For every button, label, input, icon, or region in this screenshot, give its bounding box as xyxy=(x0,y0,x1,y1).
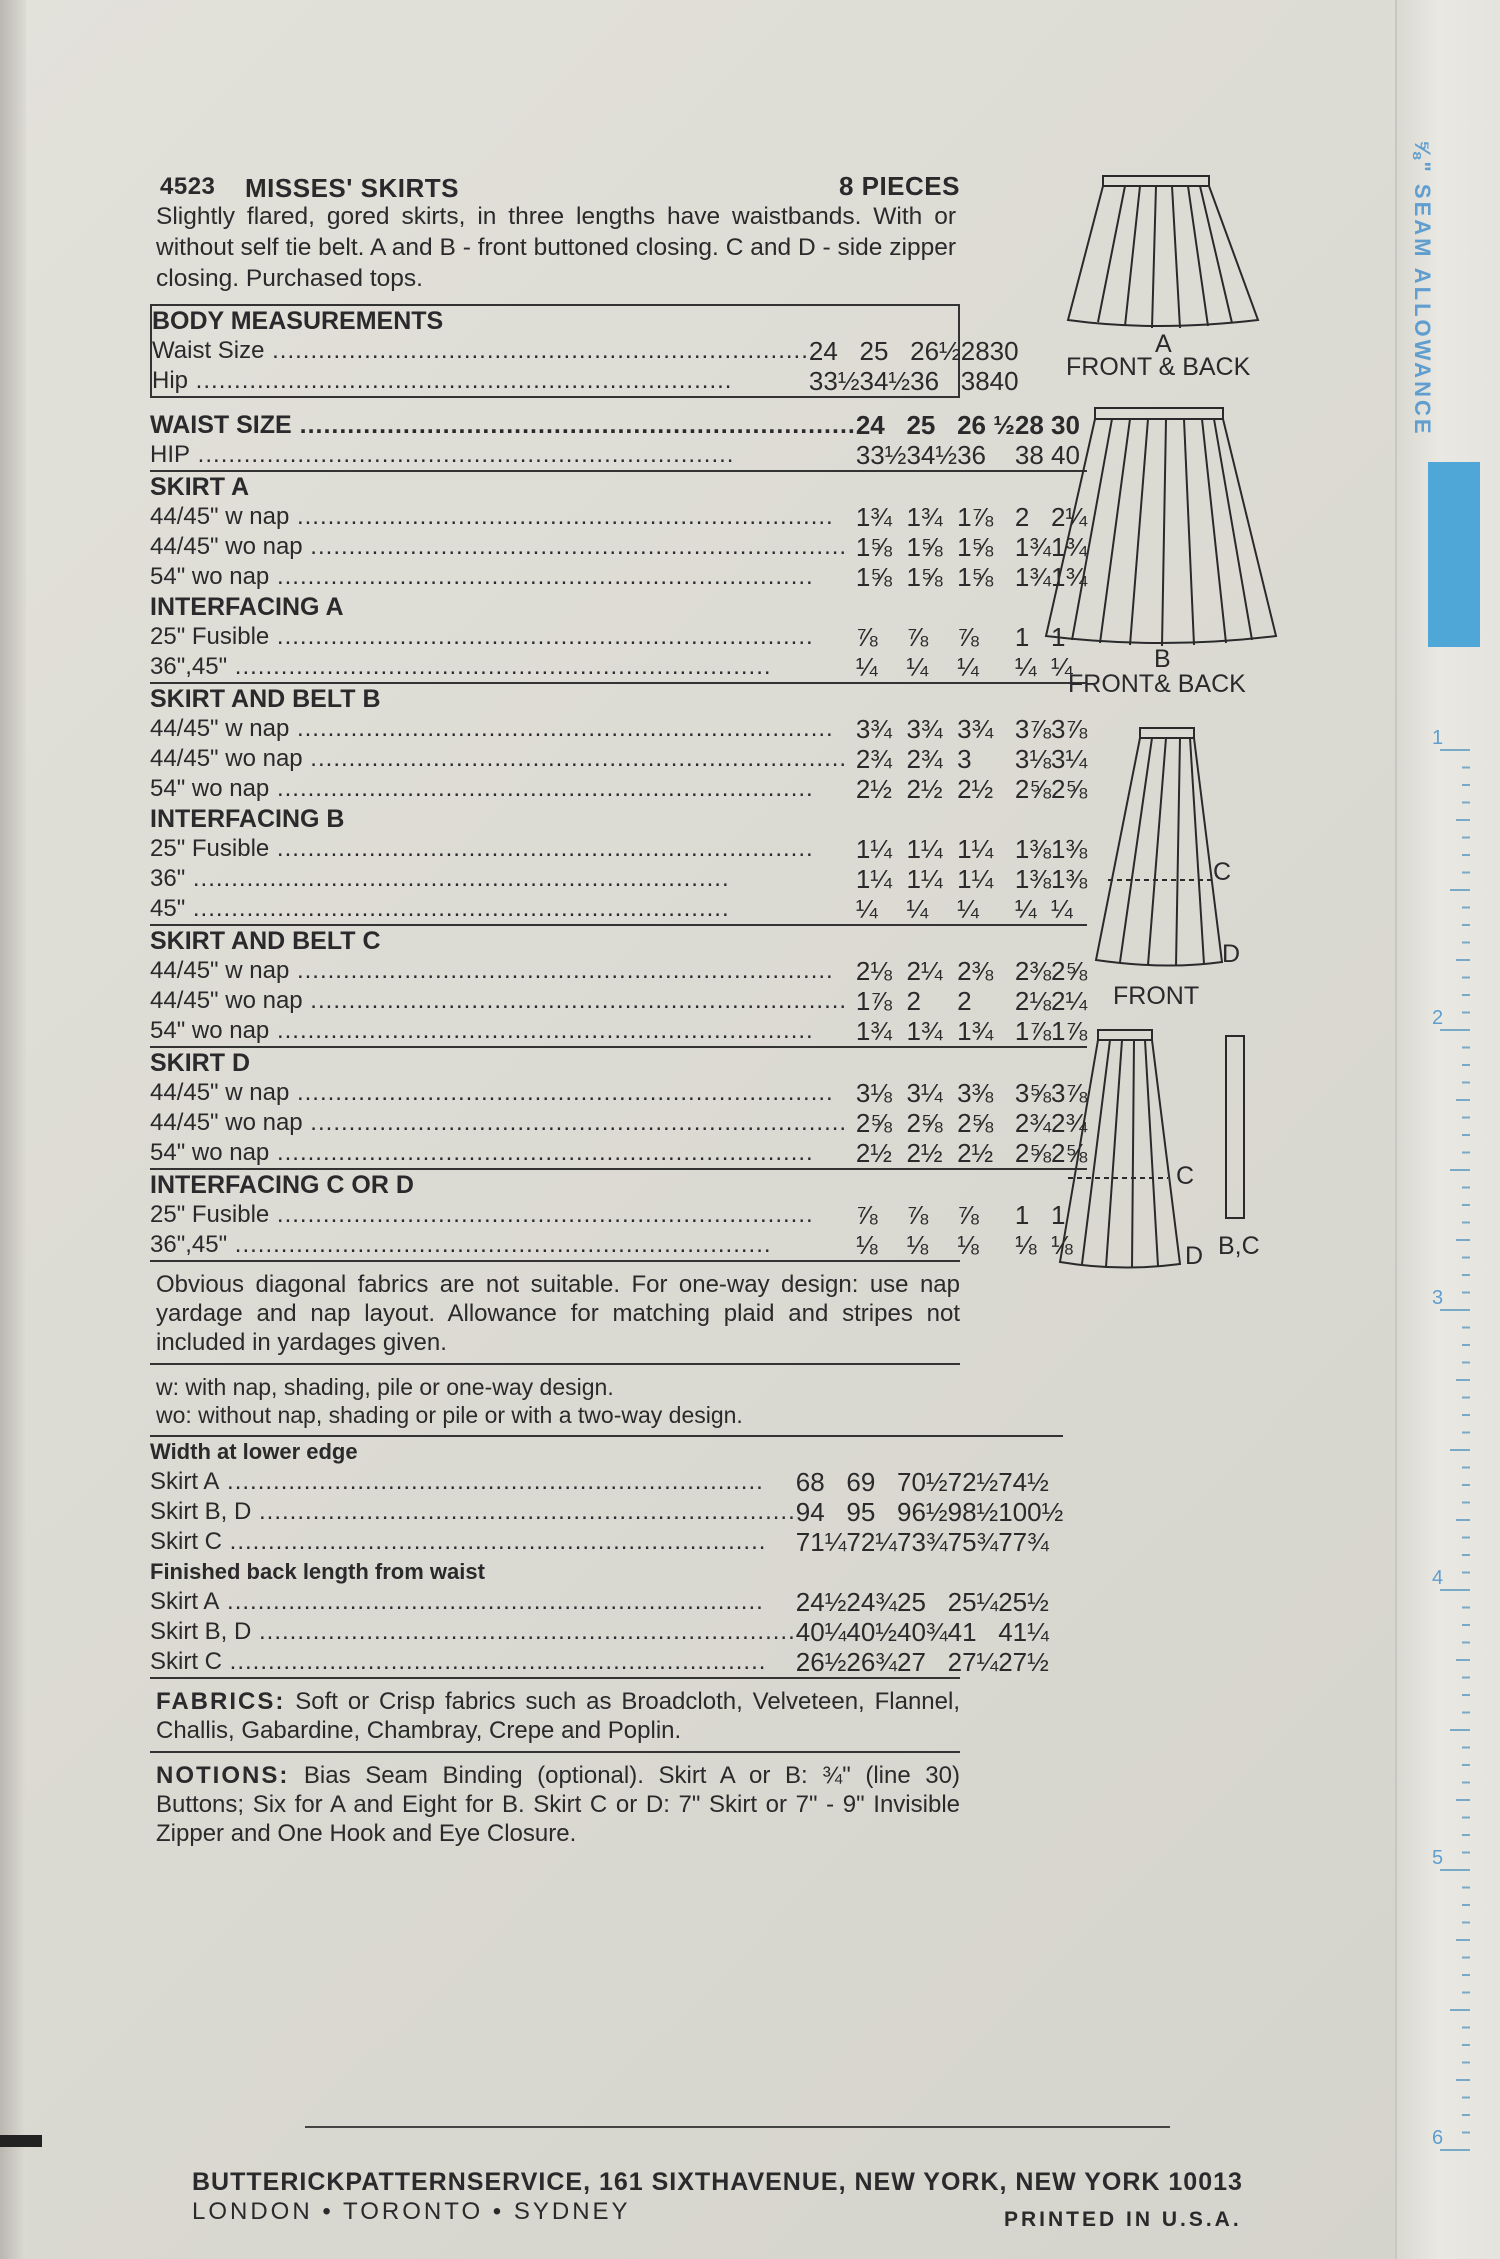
pattern-pieces: 8 PIECES xyxy=(838,171,960,201)
belt-drawing xyxy=(1226,1036,1244,1218)
footer-rule xyxy=(305,2126,1170,2128)
body-measurements-heading: BODY MEASUREMENTS xyxy=(152,307,444,335)
row-label-text: 44/45" w nap xyxy=(150,1079,290,1106)
size-value: 1 xyxy=(1014,622,1030,652)
row-label-text: 44/45" wo nap xyxy=(150,533,303,560)
size-value: 1⅝ xyxy=(855,562,892,592)
size-value: ¼ xyxy=(957,894,979,924)
size-value: ¼ xyxy=(906,652,929,682)
size-value: 2¼ xyxy=(1051,502,1088,532)
ruler-number: 6 xyxy=(1432,2127,1444,2149)
size-value: 2¾ xyxy=(906,744,943,774)
size-value: 27¼ xyxy=(947,1647,999,1677)
size-value: 24 xyxy=(855,410,885,440)
row-label-text: SKIRT AND BELT C xyxy=(150,927,381,955)
size-value: 2¾ xyxy=(855,744,892,774)
size-value: 70½ xyxy=(897,1467,948,1497)
size-value: 3¾ xyxy=(906,714,943,744)
ruler-number: 1 xyxy=(1432,727,1444,749)
publisher-cities: LONDON • TORONTO • SYDNEY xyxy=(192,2198,631,2225)
size-value: 3 xyxy=(957,744,972,774)
size-value: 28 xyxy=(1014,410,1044,440)
row-label-text: 25" Fusible xyxy=(150,1201,270,1228)
row-label-text: Skirt B, D xyxy=(150,1618,252,1645)
size-value: 1¼ xyxy=(855,864,892,894)
nap-key-wo: wo: without nap, shading or pile or with a two-way design. xyxy=(156,1402,743,1428)
row-label-text: 25" Fusible xyxy=(150,835,270,862)
figure-b-caption: FRONT& BACK xyxy=(1068,670,1246,698)
size-value: 1¼ xyxy=(855,834,892,864)
size-value: 33½ xyxy=(855,440,907,470)
size-value: 1 xyxy=(1014,1200,1030,1230)
size-value: 40¼ xyxy=(795,1617,847,1647)
size-value: 2⅛ xyxy=(855,956,892,986)
size-value: ¼ xyxy=(855,652,878,682)
size-value: 2½ xyxy=(906,774,943,804)
size-value: 2⅝ xyxy=(1051,774,1088,804)
size-value: 100½ xyxy=(998,1497,1064,1527)
size-value: 24¾ xyxy=(846,1587,897,1617)
size-value: 1¼ xyxy=(957,864,994,894)
size-value: 26½ xyxy=(910,336,961,366)
row-label-text: Hip xyxy=(152,367,189,394)
size-value: 75¾ xyxy=(947,1527,999,1557)
row-label-text: Skirt A xyxy=(150,1588,220,1615)
row-label-text: 36",45" xyxy=(150,653,228,680)
size-value: 41 xyxy=(947,1617,977,1647)
row-label-text: Skirt C xyxy=(150,1648,222,1675)
size-value: ⅛ xyxy=(1051,1230,1073,1260)
size-value: 1⅜ xyxy=(1014,864,1052,894)
size-value: 2½ xyxy=(957,1138,994,1168)
size-value: 1¼ xyxy=(957,834,994,864)
size-value: 3¾ xyxy=(855,714,892,744)
size-value: 26¾ xyxy=(846,1647,897,1677)
fabrics-label: FABRICS: xyxy=(156,1688,286,1715)
size-value: 3⅞ xyxy=(1014,714,1052,744)
row-label-text: 44/45" w nap xyxy=(150,715,290,742)
size-value: 36 xyxy=(910,366,940,396)
size-value: 2⅜ xyxy=(1014,956,1052,986)
figure-d-label: D xyxy=(1222,940,1241,968)
row-label-text: 54" wo nap xyxy=(150,1139,270,1166)
size-value: 2⅝ xyxy=(855,1108,892,1138)
row-label-text: 44/45" wo nap xyxy=(150,987,303,1014)
size-value: 26 ½ xyxy=(957,410,1015,440)
figure-a-caption: FRONT & BACK xyxy=(1066,353,1251,381)
size-value: 73¾ xyxy=(897,1527,948,1557)
row-label-text: SKIRT AND BELT B xyxy=(150,685,381,713)
pattern-description: Slightly flared, gored skirts, in three lengths have waistbands. With or without self tie belt. A and B - front buttoned closing. C and D - side zipper closing. Purchased tops. xyxy=(156,203,956,292)
row-label-text: HIP xyxy=(150,441,191,468)
size-value: 25 xyxy=(897,1587,926,1617)
size-value: 1 xyxy=(1051,1200,1066,1230)
row-label-text: 36",45" xyxy=(150,1231,228,1258)
size-value: 30 xyxy=(1051,410,1080,440)
row-label-text: 54" wo nap xyxy=(150,775,270,802)
figure-c2-label: C xyxy=(1176,1162,1195,1190)
size-value: 77¾ xyxy=(998,1527,1049,1557)
row-label-text: 44/45" wo nap xyxy=(150,1109,303,1136)
size-value: 3⅞ xyxy=(1051,714,1088,744)
row-label-text: INTERFACING A xyxy=(150,593,344,621)
size-value: 1¾ xyxy=(906,502,943,532)
diagonal-note: Obvious diagonal fabrics are not suitable. For one-way design: use nap yardage and nap layout. Allowance for matching plaid and stripes not included in yardages given. xyxy=(150,1260,960,1363)
skirt-c-front-drawing xyxy=(1096,728,1222,966)
ruler-number: 5 xyxy=(1432,1847,1444,1869)
ruler-number: 2 xyxy=(1432,1007,1444,1029)
size-value: 1⅜ xyxy=(1014,834,1052,864)
size-value: 1⅜ xyxy=(1051,834,1088,864)
table-heading: Finished back length from waist xyxy=(150,1559,485,1584)
figure-d2-label: D xyxy=(1185,1242,1204,1270)
size-value: ⅞ xyxy=(906,1200,929,1230)
size-value: 72¼ xyxy=(846,1527,897,1557)
size-value: 1⅞ xyxy=(957,502,994,532)
size-value: 74½ xyxy=(998,1467,1049,1497)
row-label-text: 44/45" w nap xyxy=(150,503,290,530)
size-value: 3⅞ xyxy=(1051,1078,1088,1108)
table-heading: Width at lower edge xyxy=(150,1439,358,1464)
size-value: 98½ xyxy=(947,1497,999,1527)
row-label-text: Skirt A xyxy=(150,1468,220,1495)
size-value: 3⅜ xyxy=(957,1078,994,1108)
size-value: 3⅛ xyxy=(1014,744,1052,774)
size-value: 38 xyxy=(1014,440,1044,470)
size-value: 25 xyxy=(859,336,889,366)
figure-b-letter: B xyxy=(1154,645,1171,673)
size-value: ⅞ xyxy=(957,1200,979,1230)
size-value: 1⅝ xyxy=(957,532,994,562)
size-value: 41¼ xyxy=(998,1617,1049,1647)
size-value: 1¼ xyxy=(906,864,943,894)
size-value: ⅛ xyxy=(957,1230,979,1260)
ruler-label: ⅝" SEAM ALLOWANCE xyxy=(1410,140,1435,437)
size-value: 2⅛ xyxy=(1014,986,1052,1016)
printed-in: PRINTED IN U.S.A. xyxy=(1004,2208,1242,2231)
size-value: 3¼ xyxy=(906,1078,943,1108)
size-value: 2½ xyxy=(957,774,994,804)
ruler-number: 4 xyxy=(1432,1567,1444,1589)
size-value: ⅛ xyxy=(906,1230,929,1260)
size-value: 1¾ xyxy=(1014,562,1052,592)
size-value: 34½ xyxy=(906,440,958,470)
size-value: 1⅞ xyxy=(1014,1016,1052,1046)
size-value: 1 xyxy=(1051,622,1066,652)
size-value: 1⅝ xyxy=(855,532,892,562)
figure-a-letter: A xyxy=(1155,330,1172,358)
size-value: 2½ xyxy=(855,1138,892,1168)
size-value: 2⅝ xyxy=(1014,1138,1052,1168)
size-value: 1⅞ xyxy=(1051,1016,1088,1046)
pattern-title: MISSES' SKIRTS xyxy=(245,173,459,203)
fabrics-text: Soft or Crisp fabrics such as Broadcloth, Velveteen, Flannel, Challis, Gabardine, Chambray, Crepe and Poplin. xyxy=(156,1688,960,1744)
nap-key-w: w: with nap, shading, pile or one-way design. xyxy=(156,1374,614,1400)
row-label-text: INTERFACING C OR D xyxy=(150,1171,414,1199)
size-value: 1⅝ xyxy=(906,562,943,592)
size-value: ¼ xyxy=(1014,652,1037,682)
row-label-text: Waist Size xyxy=(152,337,265,364)
skirt-b-drawing xyxy=(1046,408,1276,646)
size-value: 1¾ xyxy=(1051,532,1088,562)
size-value: 40½ xyxy=(846,1617,897,1647)
size-value: ⅛ xyxy=(1014,1230,1037,1260)
size-value: ⅞ xyxy=(957,622,979,652)
size-value: 2 xyxy=(906,986,921,1016)
size-value: 26½ xyxy=(795,1647,847,1677)
size-value: 2⅝ xyxy=(1051,1138,1088,1168)
size-value: 40 xyxy=(989,366,1019,396)
row-label-text: 44/45" wo nap xyxy=(150,745,303,772)
size-value: 1⅝ xyxy=(906,532,943,562)
size-value: 36 xyxy=(957,440,986,470)
row-label-text: INTERFACING B xyxy=(150,805,345,833)
row-label-text: Skirt B, D xyxy=(150,1498,252,1525)
row-label-text: 54" wo nap xyxy=(150,1017,270,1044)
size-value: 40¾ xyxy=(897,1617,948,1647)
size-value: 1¾ xyxy=(855,1016,892,1046)
size-value: ⅛ xyxy=(855,1230,878,1260)
size-value: 27½ xyxy=(998,1647,1049,1677)
size-value: 3⅛ xyxy=(855,1078,892,1108)
row-label-text: 44/45" w nap xyxy=(150,957,290,984)
size-value: 2¼ xyxy=(906,956,943,986)
size-value: 96½ xyxy=(897,1497,948,1527)
size-value: 1¾ xyxy=(855,502,892,532)
size-value: 28 xyxy=(960,336,990,366)
row-label-text: 36" xyxy=(150,865,186,892)
size-value: ⅞ xyxy=(855,622,878,652)
notions-label: NOTIONS: xyxy=(156,1762,290,1789)
size-value: 2¾ xyxy=(1014,1108,1052,1138)
size-value: ¼ xyxy=(957,652,979,682)
row-label-text: SKIRT A xyxy=(150,473,250,501)
figure-c-label: C xyxy=(1213,858,1232,886)
size-value: 1¾ xyxy=(957,1016,994,1046)
size-value: 69 xyxy=(846,1467,876,1497)
size-value: ¼ xyxy=(1051,894,1073,924)
size-value: 25½ xyxy=(998,1587,1049,1617)
size-value: ¼ xyxy=(1014,894,1037,924)
size-value: 3¼ xyxy=(1051,744,1088,774)
size-value: 1⅞ xyxy=(855,986,892,1016)
size-value: ¼ xyxy=(855,894,878,924)
size-value: 34½ xyxy=(859,366,911,396)
pattern-number: 4523 xyxy=(160,173,216,200)
size-value: 25¼ xyxy=(947,1587,999,1617)
size-value: 2⅜ xyxy=(957,956,994,986)
size-value: 1¾ xyxy=(1014,532,1052,562)
skirt-cd-back-drawing xyxy=(1060,1030,1180,1268)
row-label-text: SKIRT D xyxy=(150,1049,250,1077)
size-value: 2⅝ xyxy=(906,1108,943,1138)
ruler-number: 3 xyxy=(1432,1287,1444,1309)
size-value: 25 xyxy=(906,410,936,440)
size-value: ⅞ xyxy=(906,622,929,652)
size-value: 1¾ xyxy=(906,1016,943,1046)
size-value: 2¾ xyxy=(1051,1108,1088,1138)
size-value: 30 xyxy=(989,336,1019,366)
size-value: 2½ xyxy=(906,1138,943,1168)
size-value: 2½ xyxy=(855,774,892,804)
size-value: 27 xyxy=(897,1647,926,1677)
size-value: 2¼ xyxy=(1051,986,1088,1016)
publisher-address: BUTTERICKPATTERNSERVICE, 161 SIXTHAVENUE, NEW YORK, NEW YORK 10013 xyxy=(192,2168,1243,2196)
row-label-text: 25" Fusible xyxy=(150,623,270,650)
size-value: 1¼ xyxy=(906,834,943,864)
size-value: 1⅜ xyxy=(1051,864,1088,894)
row-label-text: 45" xyxy=(150,895,186,922)
size-value: 3⅝ xyxy=(1014,1078,1052,1108)
notions-text: Bias Seam Binding (optional). Skirt A or B: ¾" (line 30) Buttons; Six for A and Eight for B. Skirt C or D: 7" Skirt or 7" - 9" Invisible Zipper and One Hook and Eye Closure. xyxy=(156,1762,960,1847)
size-value: 24 xyxy=(808,336,838,366)
size-value: ¼ xyxy=(906,894,929,924)
figure-belt-label: B,C xyxy=(1218,1232,1260,1260)
row-label-text: WAIST SIZE xyxy=(150,411,292,439)
size-value: 2⅝ xyxy=(1051,956,1088,986)
size-value: ⅞ xyxy=(855,1200,878,1230)
row-label-text: Skirt C xyxy=(150,1528,222,1555)
row-label-text: 54" wo nap xyxy=(150,563,270,590)
size-value: 2 xyxy=(957,986,972,1016)
size-value: 2⅝ xyxy=(957,1108,994,1138)
size-value: 72½ xyxy=(947,1467,999,1497)
size-value: 95 xyxy=(846,1497,876,1527)
size-value: ¼ xyxy=(1051,652,1073,682)
size-value: 2 xyxy=(1014,502,1030,532)
figure-front-caption: FRONT xyxy=(1113,982,1200,1010)
size-value: 71¼ xyxy=(795,1527,847,1557)
size-value: 2⅝ xyxy=(1014,774,1052,804)
size-value: 38 xyxy=(960,366,990,396)
size-value: 1⅝ xyxy=(957,562,994,592)
size-value: 24½ xyxy=(795,1587,847,1617)
size-value: 68 xyxy=(795,1467,825,1497)
size-value: 3¾ xyxy=(957,714,994,744)
size-value: 1¾ xyxy=(1051,562,1088,592)
size-value: 40 xyxy=(1051,440,1080,470)
skirt-a-drawing xyxy=(1068,176,1258,328)
size-value: 94 xyxy=(795,1497,825,1527)
size-value: 33½ xyxy=(808,366,860,396)
